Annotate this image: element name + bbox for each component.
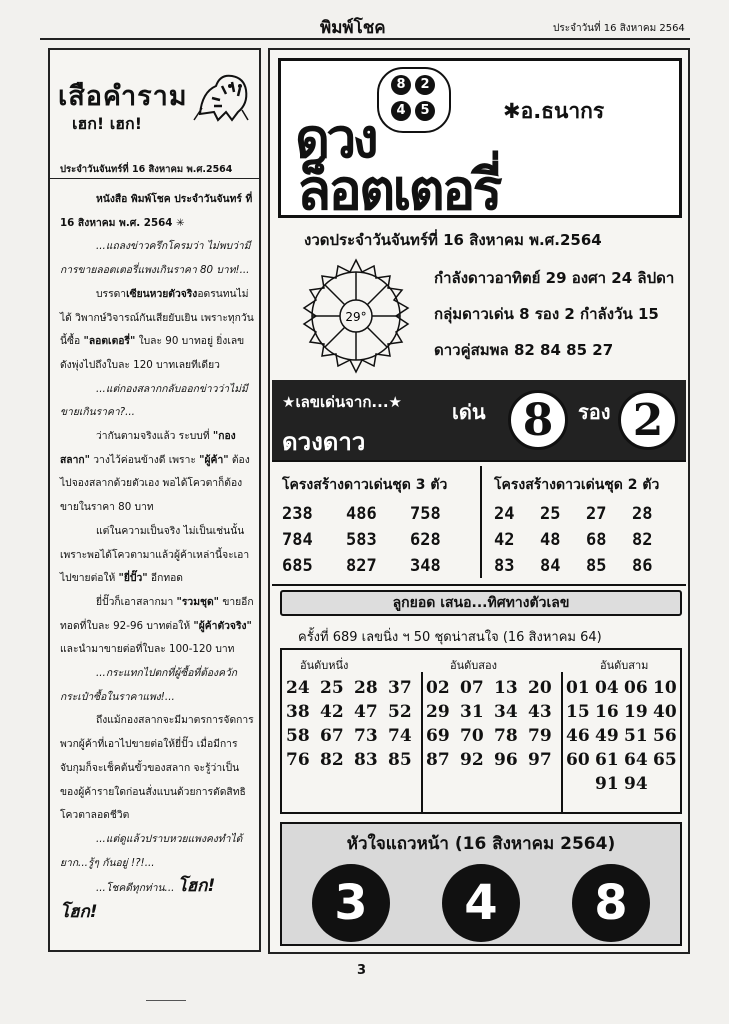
set3-title: โครงสร้างดาวเด่นชุด 3 ตัว (282, 477, 448, 493)
second-label: รอง (578, 400, 611, 424)
set2-number: 25 (540, 504, 561, 524)
footer-rule (146, 1000, 186, 1001)
rank-number: 34 (494, 702, 518, 722)
set2-number: 68 (586, 530, 607, 550)
star-structure-sets (272, 460, 686, 586)
column-body (60, 188, 255, 927)
set2-number: 86 (632, 556, 653, 576)
rank-column-1 (286, 650, 422, 812)
lead-panel-title: ดวงดาว (282, 428, 366, 456)
set3-number: 486 (346, 504, 377, 524)
set3-number: 583 (346, 530, 377, 550)
rank-number: 25 (320, 678, 344, 698)
rank-number: 46 (566, 726, 590, 746)
rank-number: 01 (566, 678, 590, 698)
rank-number: 04 (595, 678, 619, 698)
paragraph: ...แถลงข่าวครึกโครมว่า ไม่พบว่ามีการขายลอตเตอรี่แพงเกินราคา 80 บาท!... (60, 240, 251, 277)
rank-number: 38 (286, 702, 310, 722)
rank-number (566, 774, 595, 794)
rank-number: 19 (624, 702, 648, 722)
rank-grid (566, 678, 682, 794)
rank-heading: อันดับสาม (600, 659, 649, 672)
rank-number: 97 (528, 750, 552, 770)
rank-number: 13 (494, 678, 518, 698)
rank-number: 56 (653, 726, 677, 746)
rank-grid (426, 678, 562, 770)
banner-word-duang: ดวง (295, 107, 375, 170)
rank-number: 10 (653, 678, 677, 698)
rank-number: 43 (528, 702, 552, 722)
column-rule (50, 178, 259, 179)
rank-number: 51 (624, 726, 648, 746)
rank-number: 28 (354, 678, 378, 698)
ranked-numbers (280, 648, 682, 814)
seal-number: 2 (415, 75, 435, 95)
astrology-chart-icon (296, 256, 416, 376)
tiger-icon (192, 64, 252, 124)
set2-title: โครงสร้างดาวเด่นชุด 2 ตัว (494, 477, 660, 493)
tips-banner: ลูกยอด เสนอ...ทิศทางตัวเลข (280, 590, 682, 616)
rank-number: 65 (653, 750, 677, 770)
set2-number: 85 (586, 556, 607, 576)
masthead-banner (278, 58, 682, 223)
banner-title: ล็อตเตอรี่ (297, 157, 500, 223)
rank-number: 07 (460, 678, 484, 698)
rank-number: 94 (624, 774, 648, 794)
rank-number: 91 (595, 774, 619, 794)
astro-center-degree: 29° (345, 310, 367, 324)
header-rule (40, 38, 690, 40)
seal-number: 5 (415, 101, 435, 121)
rank-number: 37 (388, 678, 412, 698)
front-row-numbers (280, 822, 682, 946)
rank-divider (421, 672, 423, 812)
rank-number: 58 (286, 726, 310, 746)
rank-number: 82 (320, 750, 344, 770)
rank-number: 67 (320, 726, 344, 746)
paragraph: ถึงแม้กองสลากจะมีมาตรการจัดการพวกผู้ค้าที่เอาไปขายต่อให้ยี่ปั๊ว เมื่อมีการจับกุมก็จะเช็คต้นขั้วของสลาก จะรู้ว่าเป็นของผู้ค้ารายใดก่อนสั่งแบนด้วยการตัดสิทธิโควตาลอดชีวิต (60, 714, 254, 822)
tips-subtitle: ครั้งที่ 689 เลขนิ่ง ฯ 50 ชุดน่าสนใจ (16 สิงหาคม 64) (298, 630, 602, 645)
rank-number: 70 (460, 726, 484, 746)
front-row-number: 8 (572, 864, 650, 942)
set3-number: 827 (346, 556, 377, 576)
astro-info-sun: กำลังดาวอาทิตย์ 29 องศา 24 ลิปดา (434, 269, 675, 287)
rank-number: 47 (354, 702, 378, 722)
rank-number: 85 (388, 750, 412, 770)
set3-number: 348 (410, 556, 441, 576)
set2-number: 48 (540, 530, 561, 550)
rank-number: 02 (426, 678, 450, 698)
lottery-column (268, 48, 690, 954)
rank-number: 96 (494, 750, 518, 770)
rank-heading: อันดับหนึ่ง (300, 659, 349, 672)
set2-number: 27 (586, 504, 607, 524)
rank-number (653, 774, 682, 794)
paragraph: แต่ในความเป็นจริง ไม่เป็นเช่นนั้น เพราะพอได้โควตามาแล้วผู้ค้าเหล่านี้จะเอาไปขายต่อให้ "ยี่ปั๊ว" อีกทอด (60, 524, 250, 585)
front-row-number: 3 (312, 864, 390, 942)
set-divider (480, 466, 482, 578)
rank-number: 42 (320, 702, 344, 722)
astro-info-stars: กลุ่มดาวเด่น 8 รอง 2 กำลังวัน 15 (434, 305, 659, 323)
rank-number: 29 (426, 702, 450, 722)
banner-author: ✱อ.ธนากร (503, 99, 605, 123)
rank-number: 24 (286, 678, 310, 698)
rank-number: 49 (595, 726, 619, 746)
set2-number: 28 (632, 504, 653, 524)
set3-number: 628 (410, 530, 441, 550)
paragraph: หนังสือ พิมพ์โชค ประจำวันจันทร์ ที่ 16 สิงหาคม พ.ศ. 2564 ✳ (60, 193, 253, 229)
rank-number: 64 (624, 750, 648, 770)
rank-number: 78 (494, 726, 518, 746)
page-number: 3 (357, 963, 367, 978)
lead-numbers-panel (272, 380, 686, 460)
draw-date: งวดประจำวันจันทร์ที่ 16 สิงหาคม พ.ศ.2564 (304, 231, 602, 249)
rank-number: 16 (595, 702, 619, 722)
set2-number: 42 (494, 530, 515, 550)
rank-number: 40 (653, 702, 677, 722)
column-date: ประจำวันจันทร์ที่ 16 สิงหาคม พ.ศ.2564 (60, 164, 233, 175)
seal-number: 8 (391, 75, 411, 95)
rank-number: 76 (286, 750, 310, 770)
set2-number: 82 (632, 530, 653, 550)
astro-info-pairs: ดาวคู่สมพล 82 84 85 27 (434, 341, 614, 359)
rank-number: 20 (528, 678, 552, 698)
set2-grid (494, 504, 678, 576)
rank-number: 69 (426, 726, 450, 746)
set3-number: 238 (282, 504, 313, 524)
paragraph: ...กระแทกไปตกที่ผู้ซื้อที่ต้องควักกระเป๋าซื้อในราคาแพง!... (60, 667, 237, 703)
set2-number: 83 (494, 556, 515, 576)
logo-subtitle: เฮก! เฮก! (72, 114, 143, 133)
set3-number: 784 (282, 530, 313, 550)
rank-number: 60 (566, 750, 590, 770)
rank-number: 83 (354, 750, 378, 770)
paragraph: ว่ากันตามจริงแล้ว ระบบที่ "กองสลาก" วางไว้ค่อนข้างดี เพราะ "ผู้ค้า" ต้องไปจองสลากด้วยตัวเอง พอได้โควตาก็ต้องขายในราคา 80 บาท (60, 430, 250, 514)
paragraph: บรรดาเซียนหวยตัวจริงอดรนทนไม่ได้ วิพากษ์วิจารณ์กันเสียยับเยิน เพราะทุกวันนี้ซื้อ "ลอตเตอรี่" ใบละ 90 บาทอยู่ ยิ่งเลขดังพุ่งไปถึงใบละ 120 บาทเลยทีเดียว (60, 287, 254, 371)
lead-digit: 8 (508, 390, 568, 450)
set3-grid (282, 504, 474, 576)
rank-divider (561, 672, 563, 812)
column-logo (60, 60, 254, 134)
rank-number: 73 (354, 726, 378, 746)
set3-number: 685 (282, 556, 313, 576)
rank-column-3 (566, 650, 682, 812)
set3-number: 758 (410, 504, 441, 524)
rank-number: 06 (624, 678, 648, 698)
editorial-column (48, 48, 261, 952)
rank-number: 92 (460, 750, 484, 770)
rank-number: 52 (388, 702, 412, 722)
front-row-title: หัวใจแถวหน้า (16 สิงหาคม 2564) (346, 834, 616, 854)
seal-numbers (377, 67, 451, 133)
rank-column-2 (426, 650, 562, 812)
paragraph: ...แต่กองสลากกลับออกข่าวว่าไม่มีขายเกินราคา?... (60, 382, 248, 419)
sign-off: ...โชคดีทุกท่าน... โฮก! โฮก! (60, 876, 216, 923)
second-digit: 2 (618, 390, 678, 450)
lead-panel-caption: ★เลขเด่นจาก...★ (282, 393, 402, 411)
rank-number: 79 (528, 726, 552, 746)
paragraph: ยี่ปั๊วก็เอาสลากมา "รวมชุด" ขายอีกทอดที่ใบละ 92-96 บาทต่อให้ "ผู้ค้าตัวจริง" และนำมาขายต่อที่ใบละ 100-120 บาท (60, 595, 254, 656)
rank-number: 74 (388, 726, 412, 746)
logo-title: เสือคำราม (58, 81, 188, 112)
rank-number: 31 (460, 702, 484, 722)
header-date: ประจำวันที่ 16 สิงหาคม 2564 (553, 23, 685, 34)
rank-grid (286, 678, 422, 770)
set2-number: 24 (494, 504, 515, 524)
paragraph: ...แต่ดูแล้วปราบหวยแพงคงทำได้ยาก...รู้ๆ กันอยู่ !?!... (60, 832, 243, 869)
lead-label: เด่น (452, 400, 486, 424)
rank-number: 61 (595, 750, 619, 770)
set2-number: 84 (540, 556, 561, 576)
rank-heading: อันดับสอง (450, 659, 497, 672)
front-row-number: 4 (442, 864, 520, 942)
publication-title: พิมพ์โชค (320, 18, 386, 38)
seal-number: 4 (391, 101, 411, 121)
rank-number: 15 (566, 702, 590, 722)
rank-number: 87 (426, 750, 450, 770)
